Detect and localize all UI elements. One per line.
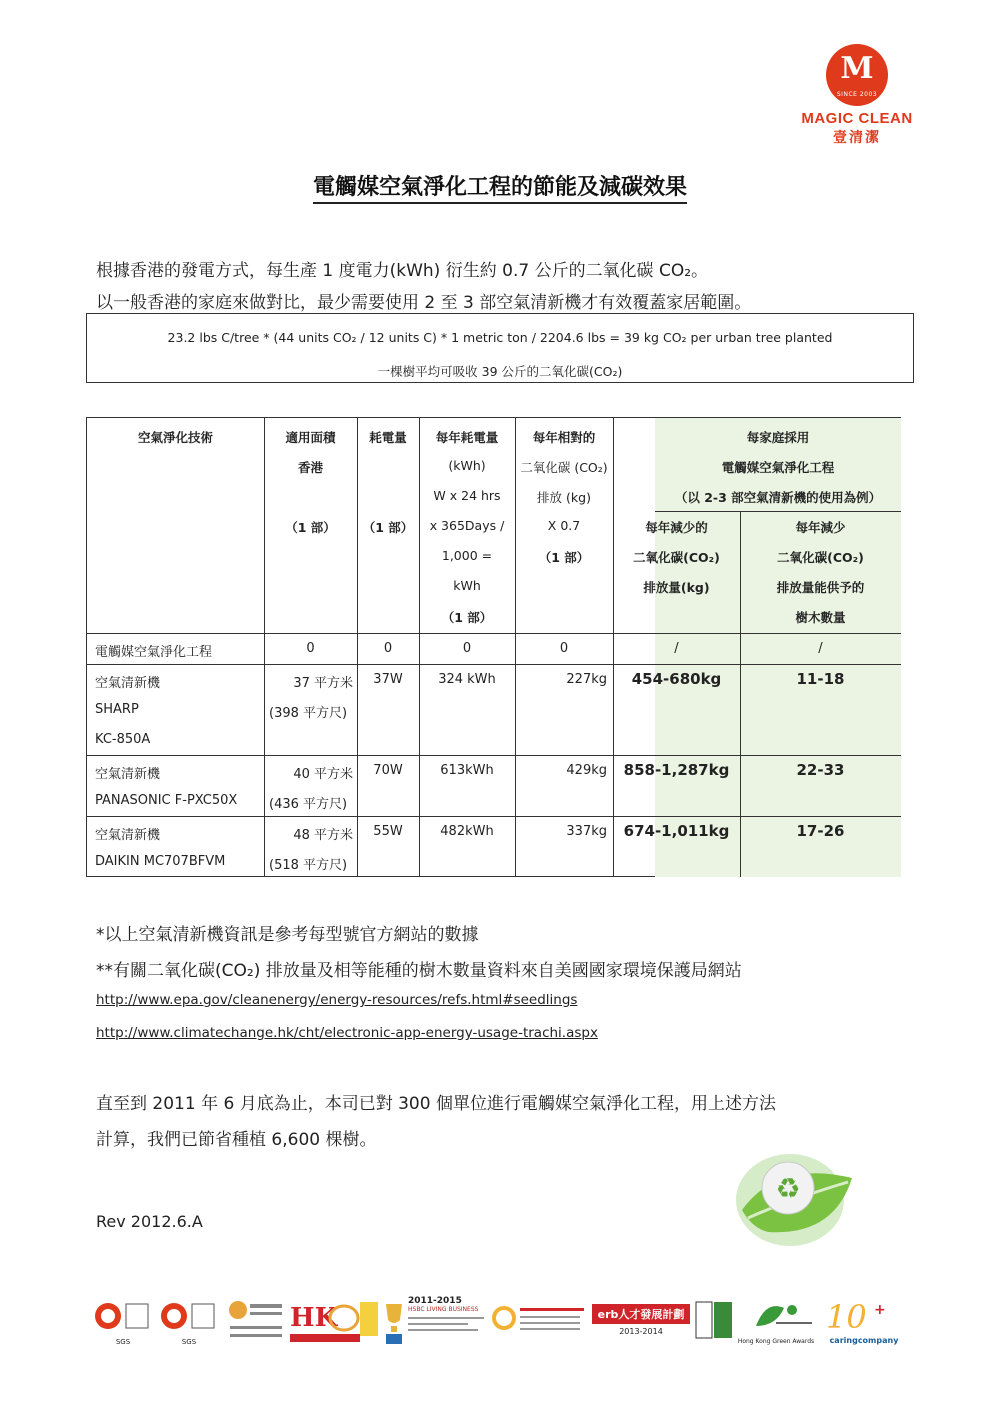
recycle-leaf-icon <box>728 1140 860 1250</box>
row2-co2: 429kg <box>566 763 607 778</box>
green-award <box>736 1296 816 1350</box>
logo-since: SINCE 2003 <box>836 91 878 98</box>
svg-text:♻: ♻ <box>775 1172 801 1205</box>
green-label: Hong Kong Green Awards <box>737 1338 815 1345</box>
header-power-1: 耗電量 <box>369 430 407 445</box>
row3-tech-2: DAIKIN MC707BFVM <box>95 854 226 869</box>
svg-text:+: + <box>874 1302 886 1318</box>
row3-co2: 337kg <box>566 824 607 839</box>
header-co2-5: （1 部） <box>538 550 590 565</box>
summary-line-2: 計算，我們已節省種植 6,600 棵樹。 <box>96 1130 377 1150</box>
logo-monogram: M <box>840 51 874 86</box>
hk-award <box>288 1296 380 1350</box>
row3-area-2: (518 平方尺) <box>269 858 348 873</box>
link-epa[interactable]: http://www.epa.gov/cleanenergy/energy-resources/refs.html#seedlings <box>96 992 578 1008</box>
header-co2-2: 二氧化碳 (CO₂) <box>520 460 608 475</box>
hsbc-label: HSBC LIVING BUSINESS <box>408 1306 479 1313</box>
row0-tech: 電觸媒空氣淨化工程 <box>95 645 213 660</box>
row3-power: 55W <box>373 824 403 839</box>
header-trees-1: 每年減少 <box>795 520 846 535</box>
calculation-formula: 23.2 lbs C/tree * (44 units CO₂ / 12 units C) * 1 metric ton / 2204.6 lbs = 39 kg CO₂ per urban tree planted <box>167 330 833 345</box>
header-co2-1: 每年相對的 <box>532 430 596 445</box>
row2-tech-1: 空氣清新機 <box>95 767 161 782</box>
link-climatechange[interactable]: http://www.climatechange.hk/cht/electronic-app-energy-usage-trachi.aspx <box>96 1025 598 1041</box>
trophy-icon <box>382 1296 406 1350</box>
header-kwh-7: （1 部） <box>441 610 493 625</box>
caring-company-award <box>820 1296 908 1350</box>
logo-badge <box>826 44 888 106</box>
page-title-wrap <box>0 170 1000 201</box>
row1-area-2: (398 平方尺) <box>269 706 348 721</box>
header-power-4: （1 部） <box>362 520 414 535</box>
row1-co2: 227kg <box>566 672 607 687</box>
row3-trees: 17-26 <box>796 822 845 840</box>
iaq-badge <box>694 1296 734 1350</box>
header-co2-4: X 0.7 <box>547 518 581 533</box>
row1-reduce: 454-680kg <box>631 670 722 688</box>
header-reduce-1: 每年減少的 <box>645 520 708 535</box>
erb-label: erb人才發展計劃 <box>592 1304 690 1324</box>
row1-power: 37W <box>373 672 403 687</box>
header-kwh-3: W x 24 hrs <box>433 488 501 503</box>
page-title: 電觸媒空氣淨化工程的節能及減碳效果 <box>313 175 687 204</box>
sgs-label-2: SGS <box>181 1338 197 1346</box>
row1-tech-2: SHARP <box>95 702 139 717</box>
header-tech: 空氣淨化技術 <box>137 430 213 445</box>
svg-text:HK: HK <box>290 1303 338 1333</box>
customer-service-award <box>226 1296 286 1350</box>
header-family-3: （以 2-3 部空氣清新機的使用為例） <box>674 490 882 505</box>
header-co2-3: 排放 (kg) <box>537 490 591 505</box>
intro-line-2: 以一般香港的家庭來做對比，最少需要使用 2 至 3 部空氣清新機才有效覆蓋家居範圍。 <box>96 293 752 313</box>
sgs-cert-2 <box>158 1296 220 1350</box>
row2-power: 70W <box>373 763 403 778</box>
header-family-2: 電觸媒空氣淨化工程 <box>721 460 835 475</box>
row2-tech-2: PANASONIC F-PXC50X <box>95 793 238 808</box>
header-kwh-4: x 365Days / <box>429 518 505 533</box>
header-trees-2: 二氧化碳(CO₂) <box>777 550 864 565</box>
footer-awards <box>86 1296 914 1350</box>
row0-trees: / <box>818 641 823 656</box>
row0-kwh: 0 <box>462 641 472 656</box>
header-kwh-5: 1,000 = <box>441 548 493 563</box>
row1-trees: 11-18 <box>796 670 845 688</box>
calculation-note: 一棵樹平均可吸收 39 公斤的二氧化碳(CO₂) <box>377 364 623 379</box>
note-2: **有關二氧化碳(CO₂) 排放量及相等能種的樹木數量資料來自美國國家環境保護局網站 <box>96 961 742 981</box>
note-1: *以上空氣清新機資訊是參考每型號官方網站的數據 <box>96 925 479 945</box>
company-logo <box>786 44 928 162</box>
erb-award <box>592 1296 690 1350</box>
row0-power: 0 <box>383 641 393 656</box>
header-area-1: 適用面積 <box>285 430 336 445</box>
row3-tech-1: 空氣清新機 <box>95 828 161 843</box>
header-kwh-6: kWh <box>453 578 481 593</box>
header-trees-4: 樹木數量 <box>795 610 846 625</box>
row3-reduce: 674-1,011kg <box>623 822 730 840</box>
calculation-box <box>86 313 914 383</box>
header-area-2: 香港 <box>297 460 323 475</box>
comparison-table <box>86 417 901 877</box>
caring-label: caringcompany <box>829 1336 899 1345</box>
logo-name-cn: 壹清潔 <box>833 130 881 146</box>
sgs-label-1: SGS <box>115 1338 131 1346</box>
row3-kwh: 482kWh <box>440 824 494 839</box>
row2-trees: 22-33 <box>796 761 845 779</box>
header-reduce-2: 二氧化碳(CO₂) <box>633 550 720 565</box>
award-years: 2011-2015 <box>408 1296 462 1306</box>
intro-line-1: 根據香港的發電方式，每生產 1 度電力(kWh) 衍生約 0.7 公斤的二氧化碳 CO₂。 <box>96 261 709 281</box>
erb-years: 2013-2014 <box>619 1327 663 1336</box>
row2-area-2: (436 平方尺) <box>269 797 348 812</box>
logo-name: MAGIC CLEAN <box>801 110 913 127</box>
summary-line-1: 直至到 2011 年 6 月底為止，本司已對 300 個單位進行電觸媒空氣淨化工程，用上述方法 <box>96 1094 776 1114</box>
row1-kwh: 324 kWh <box>438 672 496 687</box>
header-reduce-3: 排放量(kg) <box>643 580 710 595</box>
row0-reduce: / <box>674 641 679 656</box>
row0-area: 0 <box>306 641 315 656</box>
hsbc-award <box>408 1296 484 1350</box>
revision-label: Rev 2012.6.A <box>96 1212 203 1231</box>
svg-text:10: 10 <box>826 1298 867 1334</box>
row1-tech-1: 空氣清新機 <box>95 676 161 691</box>
row2-area-1: 40 平方米 <box>293 767 353 782</box>
sgs-cert-1 <box>92 1296 154 1350</box>
header-area-4: （1 部） <box>285 520 336 535</box>
row3-area-1: 48 平方米 <box>293 828 353 843</box>
row2-reduce: 858-1,287kg <box>623 761 730 779</box>
header-kwh-2: (kWh) <box>448 458 486 473</box>
header-trees-3: 排放量能供予的 <box>776 580 865 595</box>
sme-award <box>490 1296 588 1350</box>
row2-kwh: 613kWh <box>440 763 494 778</box>
row1-tech-3: KC-850A <box>95 732 151 747</box>
row0-co2: 0 <box>559 641 569 656</box>
header-kwh-1: 每年耗電量 <box>435 430 499 445</box>
row1-area-1: 37 平方米 <box>293 676 353 691</box>
header-family-1: 每家庭採用 <box>746 430 810 445</box>
